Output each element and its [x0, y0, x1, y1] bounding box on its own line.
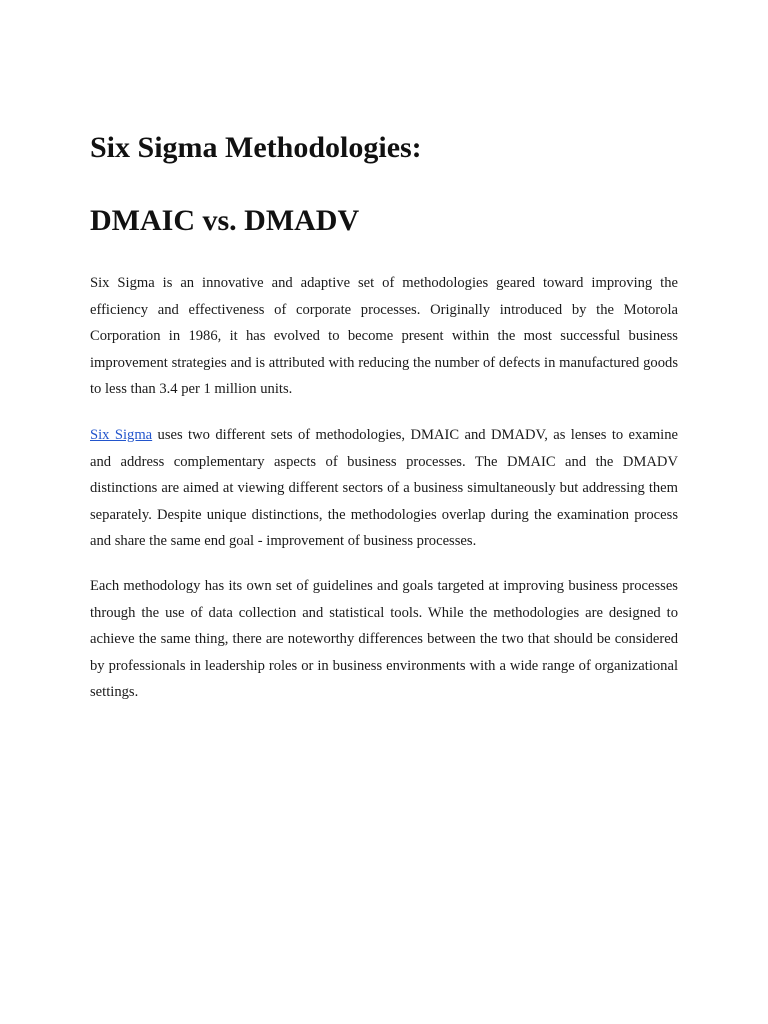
methodologies-paragraph-text: uses two different sets of methodologies, DMAIC and DMADV, as lenses to examine and address complementary aspects of business processes. The DMAIC and the DMADV distinctions are aimed at viewing different sectors of a business simultaneously but addressing them separately. Despite unique distinctions, the methodologies overlap during the examination process and share the same end goal - improvement of business processes. [90, 427, 678, 550]
page-subtitle: DMAIC vs. DMADV [90, 204, 360, 237]
guidelines-paragraph: Each methodology has its own set of guidelines and goals targeted at improving business processes through the use of data collection and statistical tools. While the methodologies are designed to achieve the same thing, there are noteworthy differences between the two that should be considered by professionals in leadership roles or in business environments with a wide range of organizational settings. [90, 578, 678, 701]
intro-paragraph: Six Sigma is an innovative and adaptive set of methodologies geared toward improving the efficiency and effectiveness of corporate processes. Originally introduced by the Motorola Corporation in 1986, it has evolved to become present within the most successful business improvement strategies and is attributed with reducing the number of defects in manufactured goods to less than 3.4 per 1 million units. [90, 275, 678, 398]
page-title: Six Sigma Methodologies: [90, 131, 422, 164]
six-sigma-link[interactable]: Six Sigma [90, 427, 153, 443]
methodologies-paragraph [90, 422, 678, 555]
